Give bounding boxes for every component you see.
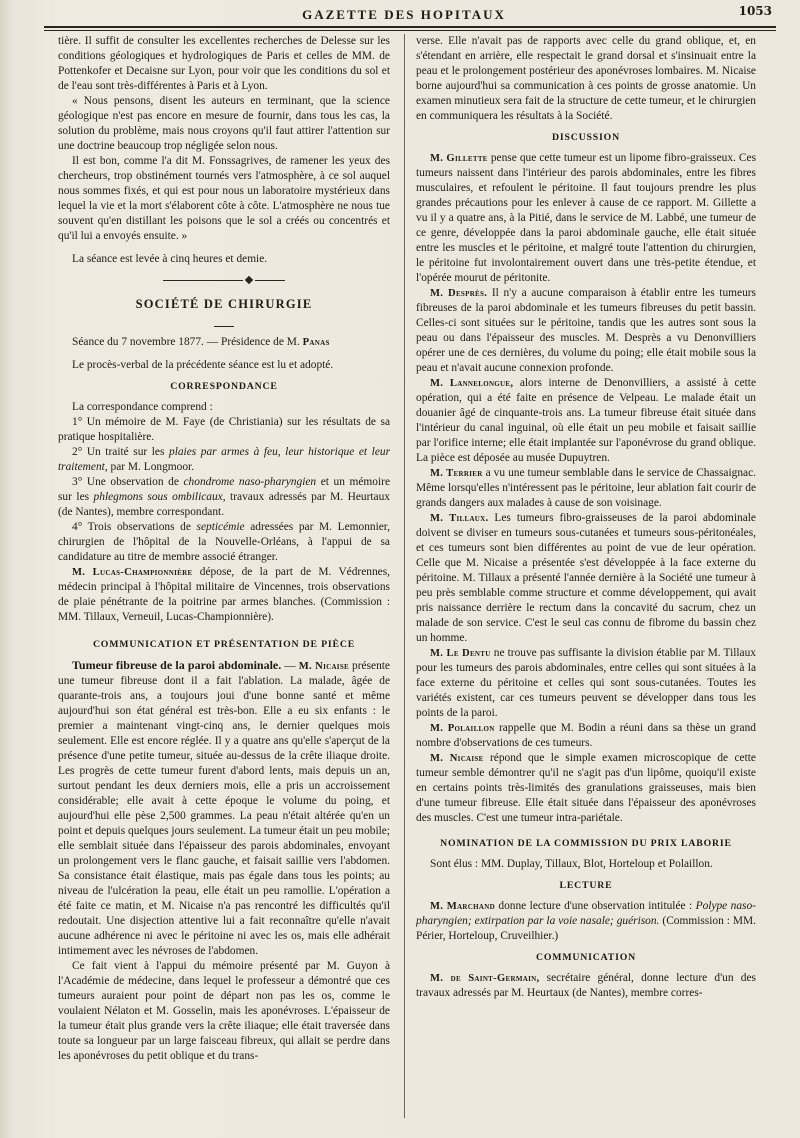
speaker-name: M. de Saint-Germain, [430, 973, 540, 984]
paragraph: M. Le Dentu ne trouve pas suffisante la division établie par M. Tillaux pour les tumeurs des parois abdominales, entre celles qui sont situées à la face externe du péritoine et celles qui sont sous-cutanées. Toutes les variétés existent, car ces tumeurs peuvent se développer dans tous les points de la paroi. [416, 647, 756, 719]
subsection-title: LECTURE [559, 880, 613, 891]
left-column [58, 34, 390, 1130]
short-rule [214, 326, 234, 327]
paragraph: M. Marchand donne lecture d'une observation intitulée : Polype naso-pharyngien; extirpation par la voie nasale; guérison. (Commission : MM. Périer, Horteloup, Cruveilhier.) [416, 900, 756, 942]
paragraph: Le procès-verbal de la précédente séance est lu et adopté. [72, 359, 334, 371]
paragraph: La correspondance comprend : [72, 401, 213, 413]
paragraph: Sont élus : MM. Duplay, Tillaux, Blot, Horteloup et Polaillon. [430, 858, 713, 870]
seance-line: Séance du 7 novembre 1877. — Présidence de M. Panas [72, 336, 330, 348]
paragraph: M. Lannelongue, alors interne de Denonvilliers, a assisté à cette opération, qui a été faite en présence de Velpeau. Le malade était un douanier âgé de cinquante-trois ans. La tumeur fibreuse était située dans l'intérieur du canal inguinal, où elle était un peu mobile et faisait saillie par l'orifice interne; elle était implantée sur l'aponévrose du grand oblique. La pièce est déposée au musée Dupuytren. [416, 377, 756, 464]
subsection-title: DISCUSSION [552, 132, 620, 143]
paragraph: tière. Il suffit de consulter les excellentes recherches de Delesse sur les conditions géologiques et hydrologiques de Paris et celles de MM. de Pottenkofer et Decaisne sur Lyon, pour voir que les conditions du sol et de l'eau sont très-différentes à Paris et à Lyon. [58, 35, 390, 92]
subsection-title: COMMUNICATION [535, 952, 637, 963]
paragraph: M. Tillaux. Les tumeurs fibro-graisseuses de la paroi abdominale doivent se diviser en tumeurs sous-cutanées et tumeurs sous-péritonéales, et ces tumeurs sont bien différentes au point de vue de leur opération. Celle que M. Nicaise a présentée s'est développée à la face externe du péritoine. M. Tillaux a présenté l'année dernière à la Société une tumeur à peu près semblable comme structure et comme développement, qui avait pris naissance derrière le rectum dans la concavité du sacrum, chez un malade de son service. C'est le seul cas connu de fibrome du bassin chez un homme. [416, 512, 756, 644]
section-title: SOCIÉTÉ DE CHIRURGIE [135, 297, 313, 311]
subsection-title: COMMUNICATION ET PRÉSENTATION DE PIÈCE [92, 639, 356, 650]
paragraph: M. Desprès. Il n'y a aucune comparaison à établir entre les tumeurs fibreuses de la paroi abdominale et les tumeurs fibreuses du petit bassin. Celles-ci sont situées sur le péritoine, tandis que les autres sont sous la peau ou dans l'épaisseur des muscles. M. Desprès a vu Denonvilliers opérer une de ces dernières, du volume du poing; elle était mobile sous la peau et n'avait aucune connexion profonde. [416, 287, 756, 374]
speaker-name: M. Tillaux. [430, 513, 489, 524]
list-item: 1° Un mémoire de M. Faye (de Christiania) sur les résultats de sa pratique hospitalière. [58, 416, 390, 443]
paragraph: M. Nicaise répond que le simple examen microscopique de cette tumeur semble démontrer qu'il ne s'agit pas d'un lipôme, quoiqu'il existe en certains points très-limités des granulations graisseuses, mais bien d'une tumeur fibreuse. Elle était située dans l'épaisseur des aponévroses des muscles. C'est une tumeur intra-pariétale. [416, 752, 756, 824]
paragraph: verse. Elle n'avait pas de rapports avec celle du grand oblique, et, en s'étendant en arrière, elle respectait le grand dorsal et s'insinuait entre la peau et le prolongement postérieur des aponévroses lombaires. M. Nicaise borne aujourd'hui sa communication à ces points de grosse anatomie. Un examen minutieux sera fait de la structure de cette tumeur, et le chirurgien en communiquera les résultats à la Société. [416, 35, 756, 122]
speaker-name: M. Le Dentu [430, 648, 491, 659]
section-ornament [58, 277, 390, 283]
subsection-title: NOMINATION DE LA COMMISSION DU PRIX LABORIE [440, 838, 732, 849]
speaker-name: M. Terrier [430, 468, 483, 479]
speaker-name: M. Gillette [430, 153, 488, 164]
paragraph: Il est bon, comme l'a dit M. Fonssagrives, de ramener les yeux des chercheurs, trop obstinément tournés vers l'atmosphère, à ce sol auquel nous sommes fixés, et qui est pour nous un laboratoire mystérieux dans lequel la vie et la mort s'élaborent côte à côte. L'atmosphère ne nous tue souvent qu'en distillant les poisons que le sol a créés ou concentrés et qu'il lui a envoyés ensuite. » [58, 155, 390, 242]
column-divider [404, 34, 405, 1118]
journal-title: GAZETTE DES HOPITAUX [302, 7, 506, 22]
subsection-title: CORRESPONDANCE [170, 381, 278, 392]
page-number: 1053 [738, 4, 772, 18]
speaker-name: M. Polaillon [430, 723, 495, 734]
president-name: Panas [302, 337, 330, 348]
speaker-name: M. Marchand [430, 901, 495, 912]
speaker-name: M. Nicaise [298, 661, 349, 672]
paragraph: La séance est levée à cinq heures et demie. [72, 253, 268, 265]
header-rule [44, 26, 776, 31]
paragraph: M. Lucas-Championnière dépose, de la part de M. Védrennes, médecin principal à l'hôpital militaire de Vincennes, trois observations de plaie pénétrante de la poitrine par armes blanches. (Commission : MM. Tillaux, Verneuil, Lucas-Championnière). [58, 566, 390, 623]
paragraph: « Nous pensons, disent les auteurs en terminant, que la science géologique n'est pas encore en mesure de fournir, dans tous les cas, la solution du problème, mais nous croyons qu'il faut attirer l'attention sur une doctrine beaucoup trop négligée selon nous. [58, 95, 390, 152]
paragraph: M. Polaillon rappelle que M. Bodin a réuni dans sa thèse un grand nombre d'observations de ces tumeurs. [416, 722, 756, 749]
paragraph: Ce fait vient à l'appui du mémoire présenté par M. Guyon à l'Académie de médecine, dans lequel le professeur a démontré que ces tumeurs auraient pour point de départ non pas les os, comme le voulaient Nélaton et M. Gosselin, mais les aponévroses. L'épaisseur de la tumeur était plus grande vers la crête iliaque; elle était traversée dans toute sa longueur par un large faisceau fibreux, qui allait se perdre dans les aponévroses du petit oblique et du trans- [58, 960, 390, 1062]
speaker-name: M. Lannelongue, [430, 378, 514, 389]
list-item: 2° Un traité sur les plaies par armes à feu, leur historique et leur traitement, par M. Longmoor. [58, 446, 390, 473]
paragraph: M. Gillette pense que cette tumeur est un lipome fibro-graisseux. Ces tumeurs naissent dans l'intérieur des parois abdominales, entre les fibres musculaires, et refoulent le péritoine. Il faut toujours prendre les plus grandes précautions pour les enlever à cause de ce rapport. M. Gillette a vu il y a quatre ans, à la Pitié, dans le service de M. Labbé, une tumeur de ce genre, développée dans la paroi abdominale gauche, elle était située entre les muscles et le péritoine, et malgré toute l'attention du chirurgien, le péritoine fut involontairement ouvert dans une très-petite étendue, et l'opérée mourut de péritonite. [416, 152, 756, 284]
article-title: Tumeur fibreuse de la paroi abdominale. [72, 658, 282, 672]
paragraph: M. de Saint-Germain, secrétaire général, donne lecture d'un des travaux adressés par M. Heurtaux (de Nantes), membre corres- [416, 972, 756, 999]
speaker-name: M. Lucas-Championnière [72, 567, 193, 578]
speaker-name: M. Nicaise [430, 753, 484, 764]
right-column [416, 34, 756, 1130]
list-item: 4° Trois observations de septicémie adressées par M. Lemonnier, chirurgien de l'hôpital de la Nouvelle-Orléans, à l'appui de sa candidature au titre de membre associé étranger. [58, 521, 390, 563]
paragraph: M. Terrier a vu une tumeur semblable dans le service de Chassaignac. Même lorsqu'elles n'intéressent pas le péritoine, leur ablation fait courir de grands dangers aux malades à cause de son voisinage. [416, 467, 756, 509]
paragraph: Tumeur fibreuse de la paroi abdominale. — M. Nicaise présente une tumeur fibreuse dont il a fait l'ablation. La malade, âgée de quarante-trois ans, a toujours joui d'une bonne santé et même aujourd'hui son état général est très-bon. Elle a eu six enfants : le premier a maintenant vingt-cinq ans, le dernier quelques mois seulement. Elle est encore réglée. Il y a quatre ans qu'elle s'aperçut de la présence d'une petite tumeur, située au-dessus de la crête iliaque droite. Les progrès de cette tumeur furent d'abord lents, mais depuis un an, surtout pendant les deux derniers mois, elle a pris un accroissement considérable; elle avait à cette époque le volume du poing, et aujourd'hui elle pèse 2,500 grammes. La peau n'était altérée qu'en un point et depuis quelques jours seulement. La tumeur était un peu mobile; elle semblait située dans l'épaisseur des parois abdominales, envoyant un prolongement vers le flanc gauche, et faisait saillie vers l'abdomen. Sa consistance était élastique, mais pas égale dans tous les points; au niveau de l'ulcération la peau, elle était un peu ramollie. L'opération a été faite ce matin, et M. Nicaise n'a pas rencontré les difficultés qu'il redoutait. Une disjection attentive lui a fait reconnaître qu'elle n'avait aucune adhérence ni avec le péritoine ni avec les os, mais elle adhérait intimement avec les névroses de l'abdomen. [58, 658, 390, 957]
page-header [28, 4, 780, 26]
speaker-name: M. Desprès. [430, 288, 488, 299]
list-item: 3° Une observation de chondrome naso-pharyngien et un mémoire sur les phlegmons sous ombilicaux, travaux adressés par M. Heurtaux (de Nantes), membre correspondant. [58, 476, 390, 518]
